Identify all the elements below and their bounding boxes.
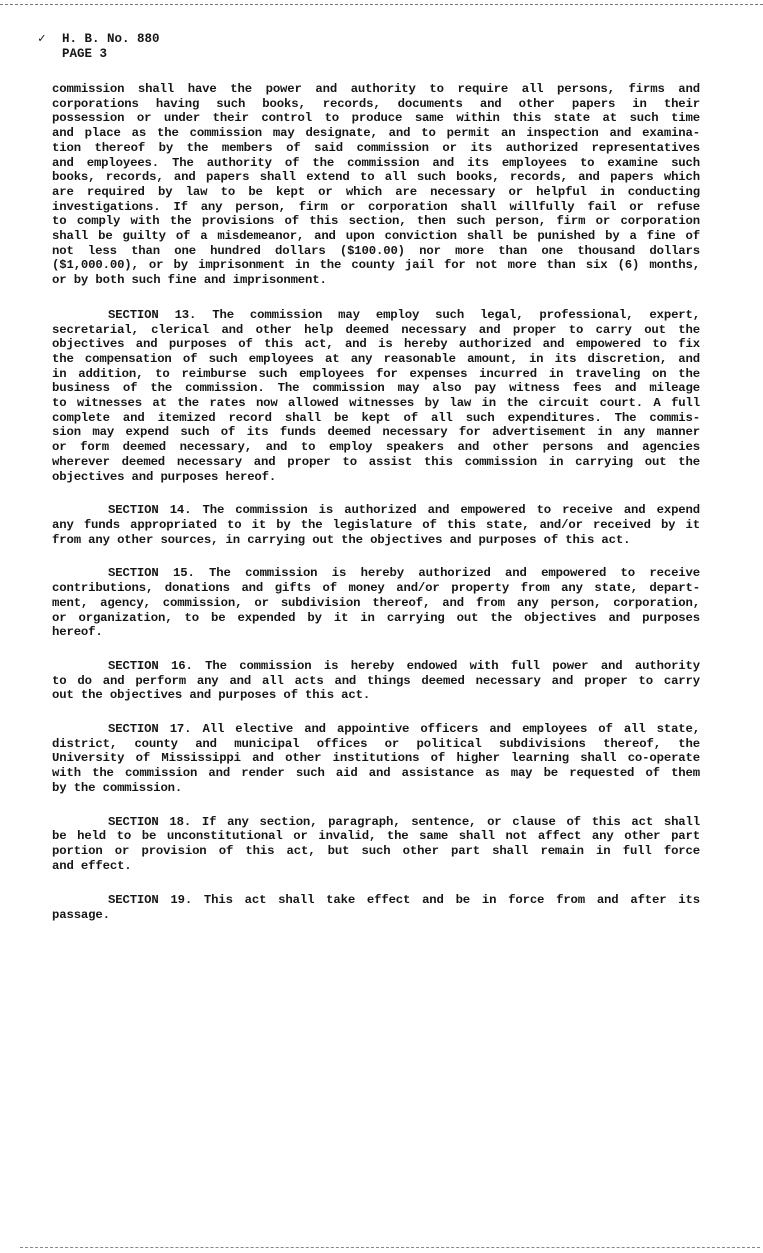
page-header — [38, 32, 160, 62]
text-line: and employees. The authority of the commission and its employees to examine such — [52, 155, 700, 170]
text-line: possession or under their control to produce same within this state at such time — [52, 111, 700, 126]
text-line: or organization, to be expended by it in carrying out the objectives and purposes — [52, 610, 700, 625]
section-paragraph — [52, 503, 700, 547]
text-line: not less than one hundred dollars ($100.00) nor more than one thousand dollars — [52, 243, 700, 258]
text-line: and effect. — [52, 858, 132, 873]
text-line: corporations having such books, records, documents and other papers in their — [52, 96, 700, 111]
text-line: commission shall have the power and authority to require all persons, firms and — [52, 82, 700, 96]
text-line: passage. — [52, 908, 110, 923]
text-line: ($1,000.00), or by imprisonment in the county jail for not more than six (6) months, — [52, 258, 700, 273]
top-scan-edge — [0, 4, 763, 5]
text-line: objectives and purposes hereof. — [52, 469, 277, 484]
text-line: to witnesses at the rates now allowed witnesses by law in the circuit court. A full — [52, 396, 700, 411]
text-line: shall be guilty of a misdemeanor, and upon conviction shall be punished by a fine of — [52, 229, 700, 244]
text-line: ment, agency, commission, or subdivision thereof, and from any person, corporation, — [52, 595, 700, 610]
text-line: by the commission. — [52, 780, 183, 795]
text-line: objectives and purposes of this act, and is hereby authorized and empowered to fix — [52, 337, 700, 352]
text-line: are required by law to be kept or which are necessary or helpful in conducting — [52, 184, 700, 199]
text-line: SECTION 15. The commission is hereby authorized and empowered to receive — [108, 566, 700, 581]
page-number: PAGE 3 — [62, 47, 108, 61]
text-line: any funds appropriated to it by the legislature of this state, and/or received by it — [52, 517, 700, 532]
text-line: SECTION 17. All elective and appointive officers and employees of all state, — [108, 722, 700, 737]
text-line: University of Mississippi and other institutions of higher learning shall co-operate — [52, 751, 700, 766]
section-paragraph — [52, 722, 700, 796]
text-line: to do and perform any and all acts and things deemed necessary and proper to carry — [52, 673, 700, 688]
text-line: contributions, donations and gifts of money and/or property from any state, depart- — [52, 581, 700, 596]
document-body — [52, 82, 700, 923]
section-paragraph — [52, 659, 700, 703]
text-line: be held to be unconstitutional or invalid, the same shall not affect any other part — [52, 829, 700, 844]
text-line: portion or provision of this act, but such other part shall remain in full force — [52, 843, 700, 858]
text-line: SECTION 14. The commission is authorized and empowered to receive and expend — [108, 503, 700, 518]
text-line: SECTION 13. The commission may employ such legal, professional, expert, — [108, 307, 700, 322]
bill-number: H. B. No. 880 — [62, 32, 160, 46]
text-line: business of the commission. The commission may also pay witness fees and mileage — [52, 381, 700, 396]
section-paragraph — [52, 308, 700, 484]
text-line: tion thereof by the members of said commission or its authorized representatives — [52, 140, 700, 155]
text-line: books, records, and papers shall extend to all such books, records, and papers which — [52, 170, 700, 185]
text-line: in addition, to reimburse such employees for expenses incurred in traveling on the — [52, 366, 700, 381]
text-line: the compensation of such employees at any reasonable amount, in its discretion, and — [52, 351, 700, 366]
text-line: investigations. If any person, firm or corporation shall willfully fail or refuse — [52, 199, 700, 214]
text-line: and place as the commission may designate, and to permit an inspection and examina- — [52, 126, 700, 141]
text-line: secretarial, clerical and other help deemed necessary and proper to carry out the — [52, 322, 700, 337]
text-line: hereof. — [52, 625, 103, 640]
text-line: or by both such fine and imprisonment. — [52, 273, 327, 288]
text-line: or form deemed necessary, and to employ speakers and other persons and agencies — [52, 440, 700, 455]
margin-check-mark: ✓ — [38, 32, 46, 46]
section-paragraph — [52, 893, 700, 922]
text-line: SECTION 18. If any section, paragraph, sentence, or clause of this act shall — [108, 814, 700, 829]
text-line: wherever deemed necessary and proper to assist this commission in carrying out the — [52, 454, 700, 469]
text-line: complete and itemized record shall be kept of all such expenditures. The commis- — [52, 410, 700, 425]
text-line: out the objectives and purposes of this act. — [52, 688, 371, 703]
text-line: SECTION 16. The commission is hereby endowed with full power and authority — [108, 658, 700, 673]
text-line: SECTION 19. This act shall take effect and be in force from and after its — [108, 893, 700, 908]
text-line: to comply with the provisions of this section, then such person, firm or corporation — [52, 214, 700, 229]
section-paragraph — [52, 815, 700, 874]
text-line: sion may expend such of its funds deemed necessary for advertisement in any manner — [52, 425, 700, 440]
text-line: with the commission and render such aid and assistance as may be requested of them — [52, 766, 700, 781]
bottom-scan-edge — [20, 1247, 760, 1248]
paragraph-continuation — [52, 82, 700, 288]
text-line: from any other sources, in carrying out the objectives and purposes of this act. — [52, 532, 631, 547]
section-paragraph — [52, 566, 700, 640]
text-line: district, county and municipal offices or political subdivisions thereof, the — [52, 736, 700, 751]
